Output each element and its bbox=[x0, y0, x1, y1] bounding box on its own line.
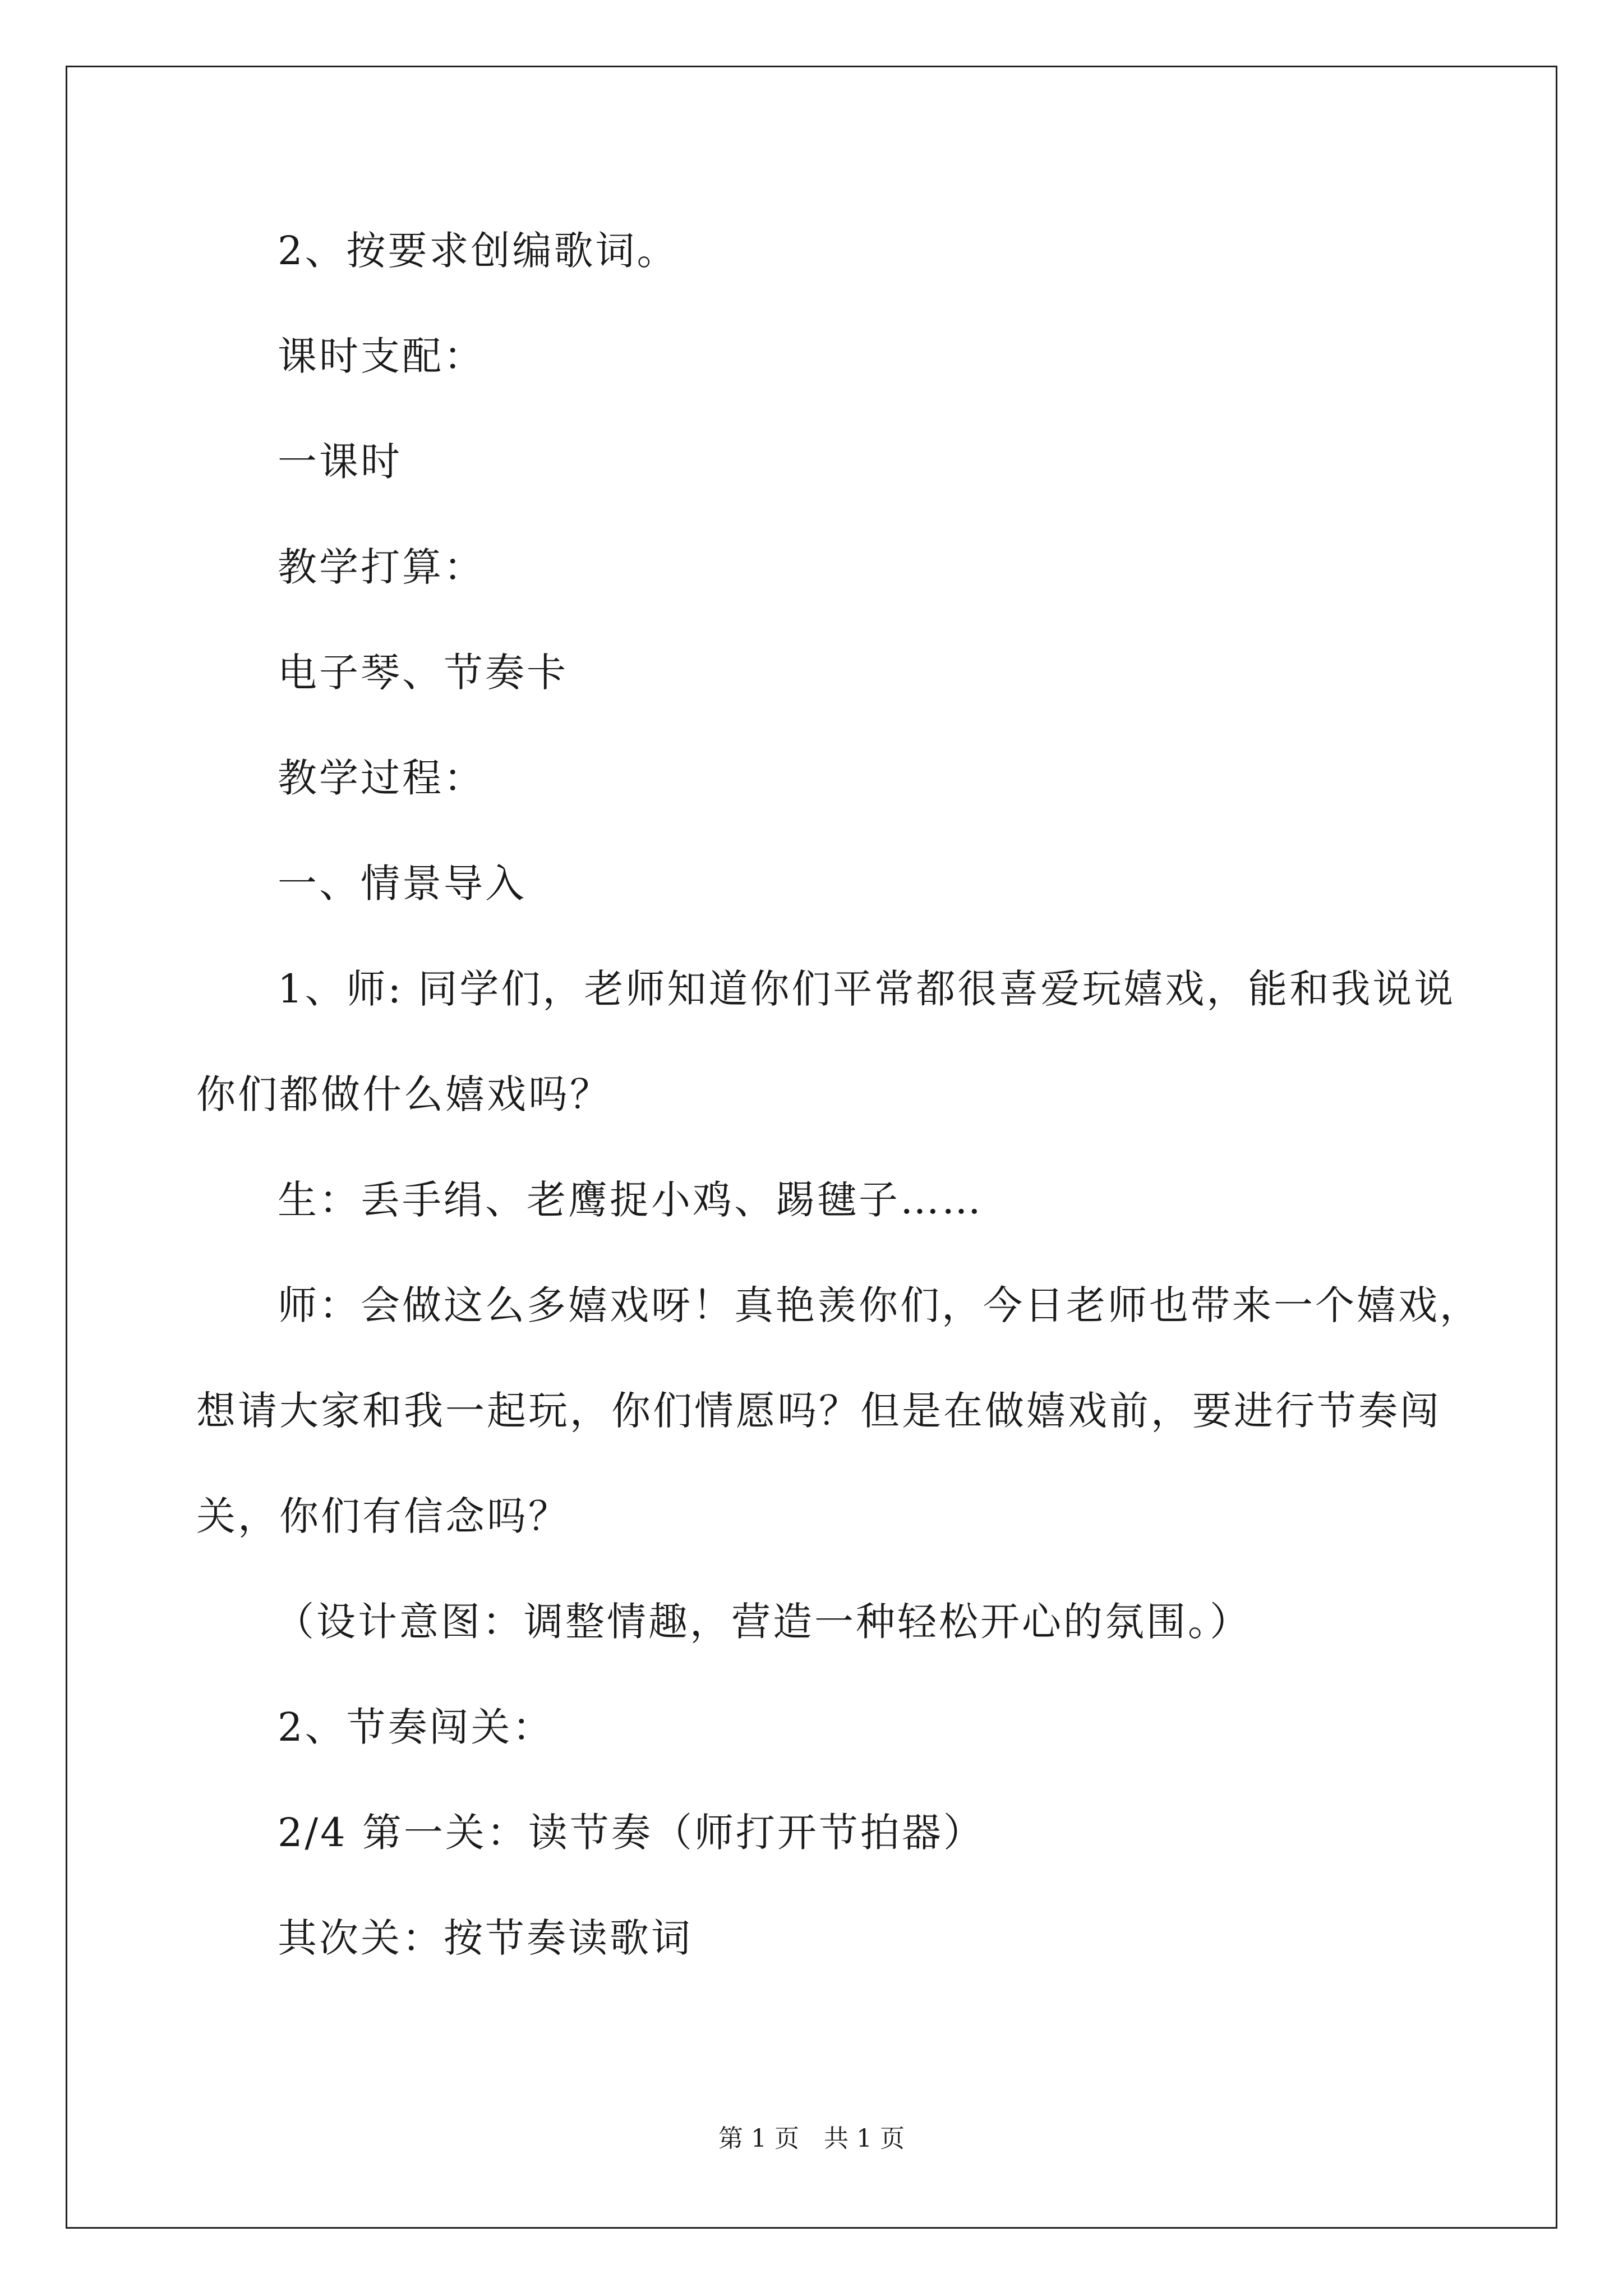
text-line: 一课时 bbox=[278, 439, 402, 485]
text-line: 2、按要求创编歌词。 bbox=[278, 228, 679, 274]
text-line: 一、情景导入 bbox=[278, 861, 527, 907]
text-line: 2、节奏闯关： bbox=[278, 1704, 554, 1750]
text-line: 其次关：按节奏读歌词 bbox=[278, 1915, 693, 1961]
text-line: 想请大家和我一起玩，你们情愿吗？但是在做嬉戏前，要进行节奏闯 bbox=[196, 1388, 1441, 1434]
text-line: 教学打算： bbox=[278, 544, 485, 590]
text-line: 1、师: 同学们，老师知道你们平常都很喜爱玩嬉戏，能和我说说 bbox=[278, 966, 1456, 1012]
text-line: 你们都做什么嬉戏吗？ bbox=[196, 1071, 611, 1117]
text-line: 课时支配： bbox=[278, 333, 485, 379]
page-footer: 第 1 页 共 1 页 bbox=[718, 2124, 905, 2153]
text-line: 生：丢手绢、老鹰捉小鸡、踢毽子…… bbox=[278, 1177, 983, 1223]
text-line: （设计意图：调整情趣，营造一种轻松开心的氛围。） bbox=[275, 1599, 1251, 1645]
text-line: 关，你们有信念吗？ bbox=[196, 1493, 570, 1539]
text-line: 师：会做这么多嬉戏呀！真艳羡你们，今日老师也带来一个嬉戏， bbox=[278, 1282, 1481, 1328]
text-line: 电子琴、节奏卡 bbox=[278, 650, 568, 696]
text-line: 教学过程： bbox=[278, 755, 485, 801]
text-line: 2/4 第一关：读节奏（师打开节拍器） bbox=[278, 1810, 985, 1856]
